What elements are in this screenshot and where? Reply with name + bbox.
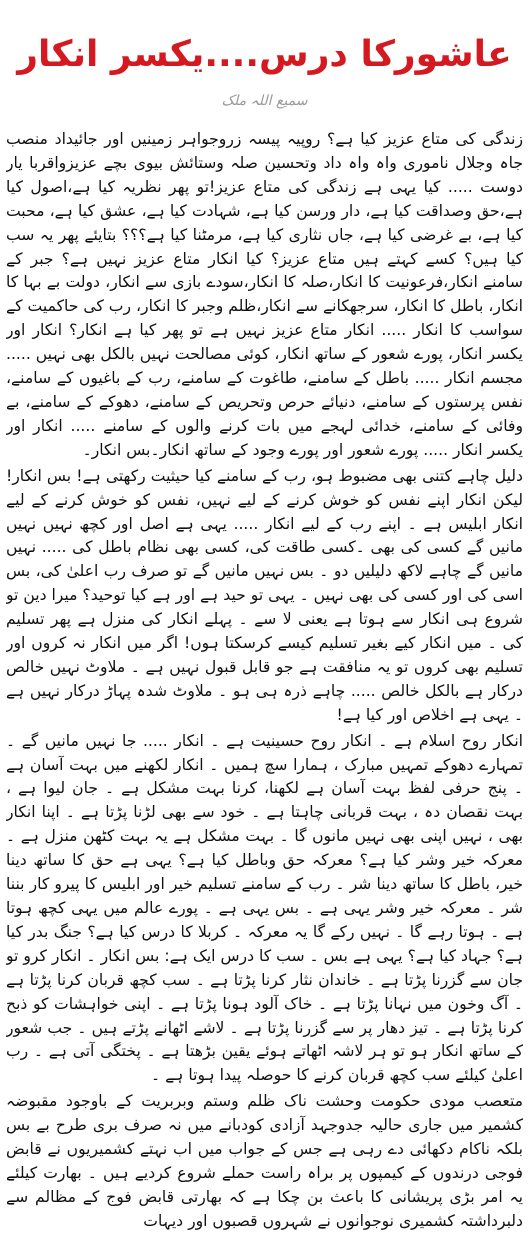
article-paragraph: دلیل چاہے کتنی بھی مضبوط ہو، رب کے سامنے کیا حیثیت رکھتی ہے! بس انکار! لیکن انکار اپنے نفس کو خوش کرنے کے لیے نہیں، نفس کو خوش کرنے کے لیے انکار ابلیس ہے ۔ اپنے رب کے لیے انکار ..... یہی ہے اصل اور کچھ نہیں نہیں مانیں گے کسی کی بھی ۔کسی طاقت کی، کسی بھی نظام باطل کی ..... نہیں مانیں گے چاہے لاکھ دلیلیں دو ۔ بس نہیں مانیں گے تو صرف رب اعلیٰ کی، بس اسی کی اور کسی کی بھی نہیں ۔ یہی تو حید ہے اور ہے کیا توحید؟ میرا دین تو شروع ہی انکار سے ہوتا ہے یعنی لا سے ۔ پہلے انکار کی منزل ہے پھر تسلیم کی ۔ میں انکار کیے بغیر تسلیم کیسے کرسکتا ہوں! اگر میں انکار نہ کروں اور تسلیم بھی کروں تو یہ منافقت ہے جو قابل قبول نہیں ہے ۔ ملاوٹ نہیں خالص درکار ہے بالکل خالص ..... چاہے ذرہ ہی ہو ۔ ملاوٹ شدہ پہاڑ درکار نہیں ہے ۔ یہی ہے اخلاص اور کیا ہے! xyxy=(6,466,523,724)
article-paragraph: متعصب مودی حکومت وحشت ناک ظلم وستم وبربریت کے باوجود مقبوضہ کشمیر میں جاری حالیہ جدوجہد آزادی کودبانے میں نہ صرف بری طرح بے بس بلکہ ناکام دکھائی دے رہی ہے جس کے جواب میں اب نہتے کشمیریوں نے قابض فوجی درندوں کے کیمپوں پر براہ راست حملے شروع کردیے ہیں ۔ بھارت کیلئے یہ امر بڑی پریشانی کا باعث بن چکا ہے کہ بھارتی قابض فوج کے مظالم سے دلبرداشتہ کشمیری نوجوانوں نے شہروں قصبوں اور دیہات xyxy=(6,1092,523,1230)
article-body xyxy=(6,128,523,1252)
article-paragraph: زندگی کی متاع عزیز کیا ہے؟ روپیہ پیسہ زروجواہر زمینیں اور جائیداد منصب جاہ وجلال ناموری واہ واہ داد وتحسین صلہ وستائش بیوی بچے عزیزواقربا یار دوست ..... کیا یہی ہے زندگی کی متاع عزیز!تو پھر نظریہ کیا ہے،اصول کیا ہے،حق وصداقت کیا ہے، دار ورسن کیا ہے، شہادت کیا ہے، عشق کیا ہے، محبت کیا ہے، بے غرضی کیا ہے، جاں نثاری کیا ہے، مرمٹنا کیا ہے؟؟؟ بتایئے پھر یہ سب کیا ہیں؟ کسے کہتے ہیں متاع عزیز؟ کیا انکار متاع عزیز نہیں ہے؟ جبر کے سامنے انکار،فرعونیت کا انکار،صلہ کا انکار،سودے بازی سے انکار، دولت بے بہا کا انکار، باطل کا انکار، سرجھکانے سے انکار،ظلم وجبر کا انکار، رب کی حاکمیت کے سواسب کا انکار ..... انکار متاع عزیز نہیں ہے تو پھر کیا ہے انکار؟ انکار اور یکسر انکار، پورے شعور کے ساتھ انکار، کوئی مصالحت نہیں بالکل بھی نہیں ..... مجسم انکار ..... باطل کے سامنے، طاغوت کے سامنے، رب کے باغیوں کے سامنے، نفس پرستوں کے سامنے، دنیائے حرص وتحریص کے سامنے، دھوکے کے سامنے، بے وفائی کے سامنے، خدائی لہجے میں بات کرنے والوں کے سامنے ..... انکار اور یکسر انکار ..... پورے شعور اور پورے وجود کے ساتھ انکار۔بس انکار۔ xyxy=(6,130,523,459)
author-byline: سمیع اللہ ملک xyxy=(221,93,308,109)
article-paragraph: انکار روح اسلام ہے ۔ انکار روح حسینیت ہے ۔ انکار ..... جا نہیں مانیں گے ۔ تمہارے دھوکے تمہیں مبارک ، ہمارا سچ ہمیں ۔ انکار لکھنے میں بہت آسان ہے ۔ پنج حرفی لفظ بہت آسان ہے لکھنا، کرنا بہت مشکل ہے ۔ جان لیوا ہے ، بہت نقصان دہ ، بہت قربانی چاہتا ہے ۔ خود سے بھی لڑنا پڑتا ہے ۔ اپنا انکار بھی ، نہیں اپنی بھی نہیں مانوں گا ۔ بہت مشکل ہے یہ بہت کٹھن منزل ہے ۔ معرکہ خیر وشر کیا ہے؟ معرکہ حق وباطل کیا ہے؟ یہی ہے حق کا ساتھ دینا خیر، باطل کا ساتھ دینا شر ۔ رب کے سامنے تسلیم خیر اور ابلیس کا پیرو کار بننا شر ۔ معرکہ خیر وشر یہی ہے ۔ بس یہی ہے ۔ پورے عالم میں یہی کچھ ہوتا ہے ۔ ہوتا رہے گا ۔ نہیں رکے گا یہ معرکہ ۔ کربلا کا درس کیا ہے؟ جنگ بدر کیا ہے؟ جہاد کیا ہے؟ یہی ہے بس ۔ سب کا درس ایک ہے: بس انکار ۔ انکار کرو تو جان سے گزرنا پڑتا ہے ۔ خاندان نثار کرنا پڑتا ہے ۔ سب کچھ قربان کرنا پڑتا ہے ۔ آگ وخون میں نہانا پڑتا ہے ۔ خاک آلود ہونا پڑتا ہے ۔ اپنی خواہشات کو ذبح کرنا پڑتا ہے ۔ تیز دھار پر سے گزرنا پڑتا ہے ۔ لاشے اٹھانے پڑتے ہیں ۔ جب شعور کے ساتھ انکار ہو تو ہر لاشہ اٹھاتے ہوئے یقین بڑھتا ہے ۔ پختگی آتی ہے ۔ رب اعلیٰ کیلئے سب کچھ قربان کرنے کا حوصلہ پیدا ہوتا ہے ۔ xyxy=(6,731,523,1085)
article-title: عاشورکا درس....یکسر انکار xyxy=(17,34,512,75)
